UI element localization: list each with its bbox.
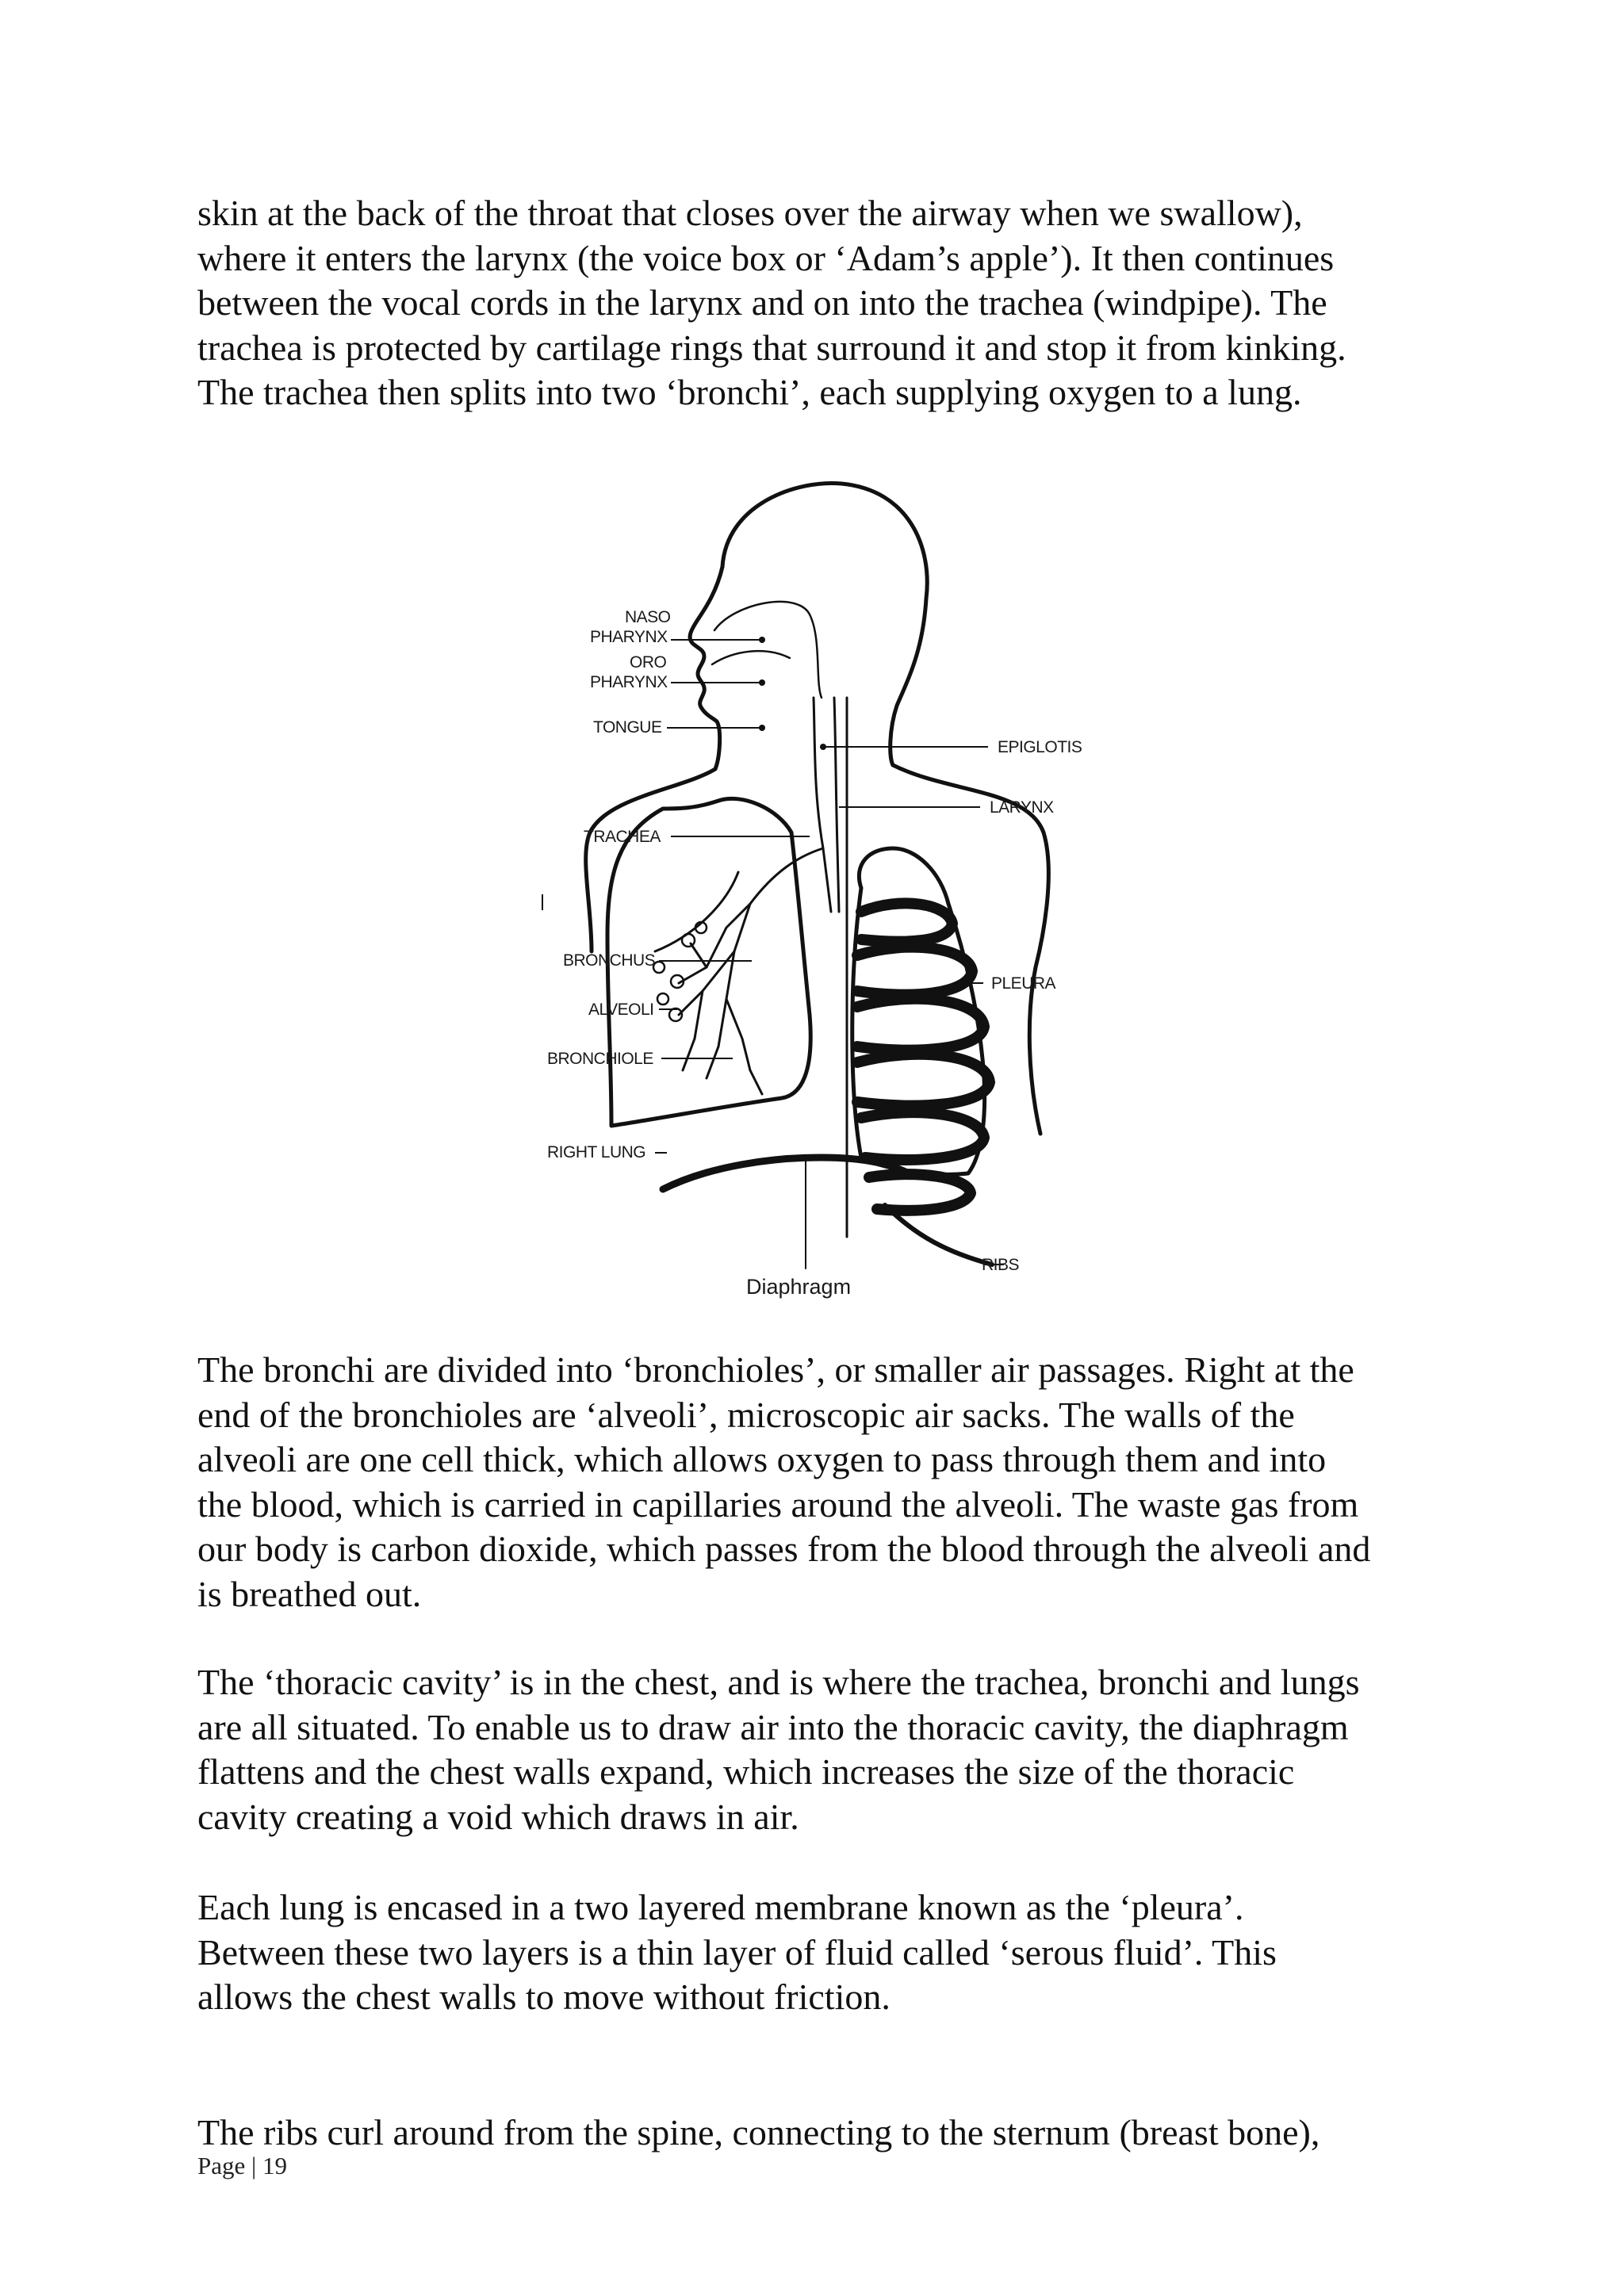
page-number: Page | 19 (197, 2152, 287, 2179)
paragraph-airway (197, 191, 1450, 415)
paragraph-pleura (197, 1885, 1450, 2020)
text-line: skin at the back of the throat that closes over the airway when we swallow), (197, 193, 1303, 233)
label-ribs: RIBS (982, 1256, 1020, 1274)
text-line: are all situated. To enable us to draw air into the thoracic cavity, the diaphragm (197, 1706, 1349, 1747)
trachea-tube (814, 698, 831, 912)
text-line: The trachea then splits into two ‘bronchi’, each supplying oxygen to a lung. (197, 372, 1302, 412)
bronchial-tree (679, 848, 823, 1094)
label-oro: ORO (630, 653, 667, 672)
respiratory-system-diagram (536, 460, 1101, 1336)
label-epiglotis: EPIGLOTIS (998, 738, 1082, 756)
label-dots (759, 637, 826, 750)
label-naso-pharynx: PHARYNX (590, 628, 668, 646)
text-line: cavity creating a void which draws in air. (197, 1796, 799, 1837)
text-line: where it enters the larynx (the voice box or ‘Adam’s apple’). It then continues (197, 237, 1335, 278)
text-line: The ‘thoracic cavity’ is in the chest, and is where the trachea, bronchi and lungs (197, 1662, 1360, 1702)
text-line: allows the chest walls to move without friction. (197, 1976, 891, 2017)
text-line: The ribs curl around from the spine, connecting to the sternum (breast bone), (197, 2112, 1320, 2152)
text-line: end of the bronchioles are ‘alveoli’, microscopic air sacks. The walls of the (197, 1394, 1295, 1435)
text-line: flattens and the chest walls expand, which increases the size of the thoracic (197, 1751, 1295, 1792)
label-larynx: LARYNX (990, 798, 1054, 817)
text-line: our body is carbon dioxide, which passes from the blood through the alveoli and (197, 1529, 1371, 1569)
paragraph-thoracic-cavity (197, 1660, 1450, 1839)
label-oro-pharynx: PHARYNX (590, 673, 668, 691)
text-line: between the vocal cords in the larynx and on into the trachea (windpipe). The (197, 282, 1327, 323)
label-bronchiole: BRONCHIOLE (547, 1050, 653, 1068)
label-diaphragm: Diaphragm (746, 1275, 852, 1299)
head-outline (722, 483, 927, 765)
text-line: is breathed out. (197, 1573, 422, 1614)
text-line: trachea is protected by cartilage rings that surround it and stop it from kinking. (197, 327, 1346, 368)
text-line: Between these two layers is a thin layer of fluid called ‘serous fluid’. This (197, 1931, 1277, 1973)
text-line: Each lung is encased in a two layered membrane known as the ‘pleura’. (197, 1887, 1244, 1927)
label-naso: NASO (625, 608, 671, 626)
text-line: the blood, which is carried in capillaries around the alveoli. The waste gas from (197, 1483, 1359, 1525)
lung-lobe-line (655, 872, 738, 951)
trachea-tube-2 (834, 698, 839, 912)
label-trachea: TRACHEA (584, 828, 661, 846)
paragraph-bronchioles (197, 1348, 1450, 1617)
label-right-lung: RIGHT LUNG (547, 1143, 646, 1161)
label-bronchus: BRONCHUS (563, 951, 656, 970)
diagram-svg (536, 460, 1101, 1336)
text-line: The bronchi are divided into ‘bronchioles’, or smaller air passages. Right at the (197, 1349, 1354, 1390)
label-pleura: PLEURA (991, 974, 1056, 993)
text-line: alveoli are one cell thick, which allows oxygen to pass through them and into (197, 1439, 1327, 1479)
oral-airway (712, 651, 790, 664)
paragraph-ribs (197, 2110, 1450, 2156)
label-tongue: TONGUE (593, 718, 662, 737)
face-profile (690, 567, 722, 769)
label-alveoli: ALVEOLI (588, 1001, 654, 1019)
